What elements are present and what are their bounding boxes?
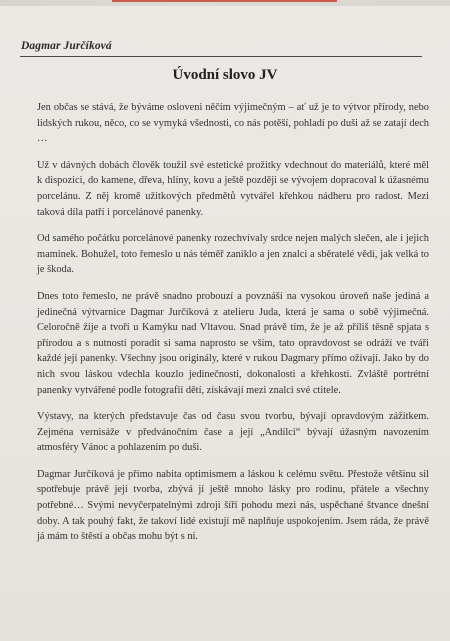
header-rule — [20, 56, 422, 57]
body-text — [37, 100, 429, 556]
page-title: Úvodní slovo JV — [172, 67, 278, 83]
paragraph-4: Dnes toto řemeslo, ne právě snadno probouzí a povznáší na vysokou úroveň naše jediná a jedinečná výtvarnice Dagmar Jurčíková z atelieru Juda, která je sama o sobě výjimečná. Celoročně žije a tvoří u Kamýku nad Vltavou. Snad právě tím, že je až příliš těsně spjata s přírodou a s nutností poradit si sama naprosto se vším, tato opravdovost se odráží ve tváři každé její panenky. Všechny jsou originály, které v rukou Dagmary přímo ožívají. Jako by do nich svou láskou vdechla kouzlo jedinečnosti, dokonalosti a křehkosti. Zvláště portrétní panenky vytvářené podle fotografií dětí, získávají mezi znalci své ctitele. — [37, 290, 429, 396]
paragraph-6: Dagmar Jurčíková je přímo nabita optimismem a láskou k celému světu. Přestože většinu sil spotřebuje právě její tvorba, zbývá jí ještě mnoho lásky pro rodinu, přátele a všechny potřebné… Svými nevyčerpatelnými zdroji šíří pohodu mezi nás, uspěchané štvance dnešní doby. A tak pouhý fakt, že takoví lidé existují mě naplňuje uspokojením. Jsem ráda, že právě já mám to štěstí a občas mohu být s ní. — [37, 468, 429, 543]
paragraph-2: Už v dávných dobách člověk toužil své estetické prožitky vdechnout do materiálů, které měl k dispozici, do kamene, dřeva, hlíny, kovu a ještě později se vývojem dopracoval k úžasnému porcelánu. Z něj kromě užitkových předmětů vytvářel křehkou nádheru pro radost. Mezi taková díla patří i porcelánové panenky. — [37, 159, 429, 218]
paragraph-5: Výstavy, na kterých představuje čas od času svou tvorbu, bývají opravdovým zážitkem. Zejména vernisáže v předvánočním čase a její „Andílci“ bývají úžasným navozením atmosféry Vánoc a pohlazením po duši. — [37, 411, 429, 454]
running-head: Dagmar Jurčíková — [21, 40, 112, 52]
paragraph-3: Od samého počátku porcelánové panenky rozechvívaly srdce nejen malých slečen, ale i jejich maminek. Bohužel, toto řemeslo u nás téměř zaniklo a jen znalci a sběratelé vědí, jak velká to je škoda. — [37, 233, 429, 276]
paragraph-1: Jen občas se stává, že býváme osloveni něčím výjimečným – ať už je to výtvor přírody, nebo lidských rukou, něco, co se vymyká všednosti, co nás potěší, pohladí po duši až se zatají dech … — [37, 102, 429, 145]
